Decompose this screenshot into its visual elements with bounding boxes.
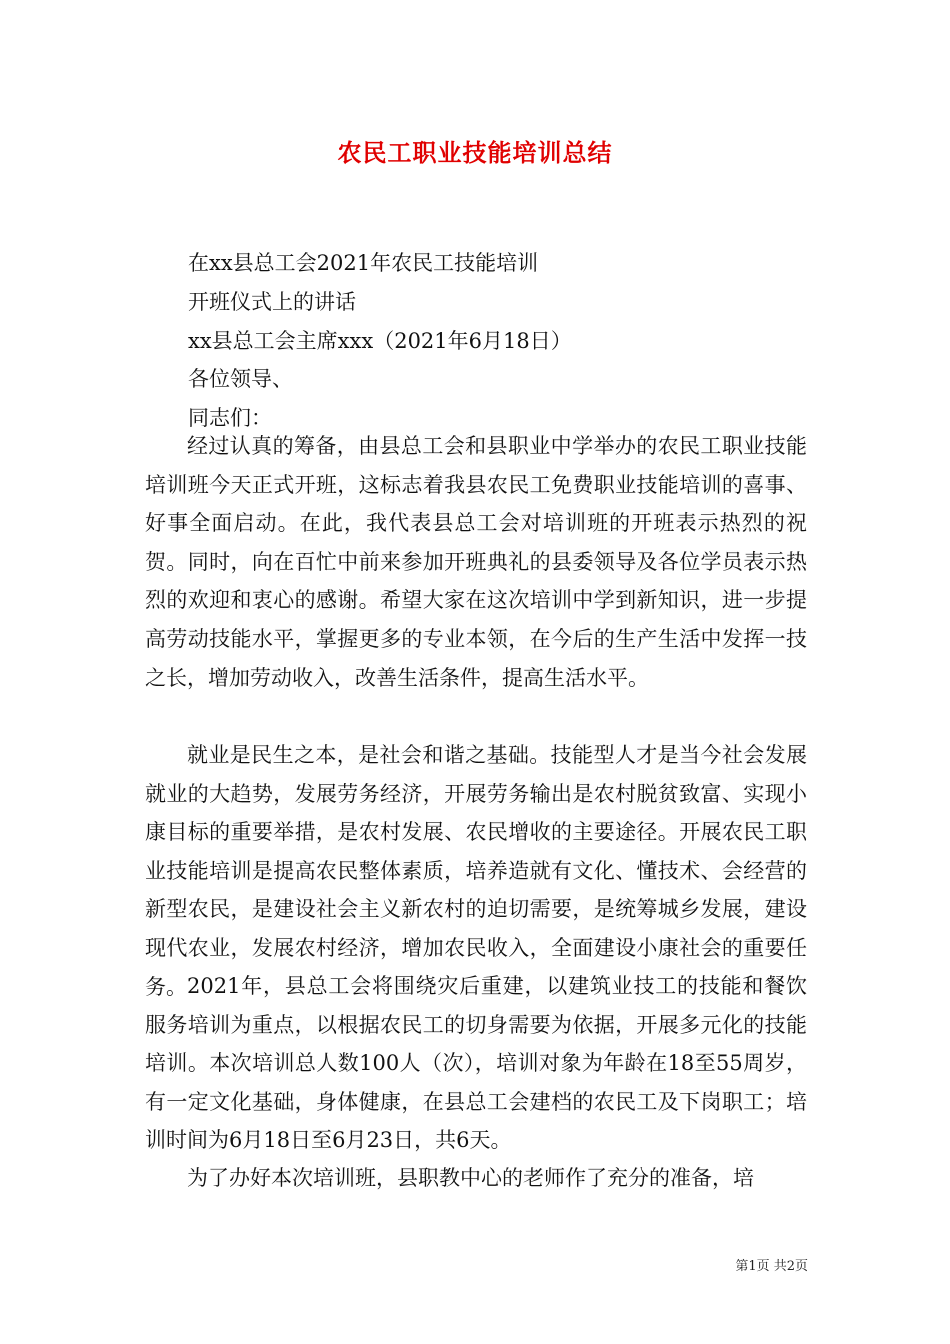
document-title: 农民工职业技能培训总结 <box>337 138 613 167</box>
body-paragraph: 经过认真的筹备，由县总工会和县职业中学举办的农民工职业技能培训班今天正式开班，这标志着我县农民工免费职业技能培训的喜事、好事全面启动。在此，我代表县总工会对培训班的开班表示热烈的祝贺。同时，向在百忙中前来参加开班典礼的县委领导及各位学员表示热烈的欢迎和衷心的感谢。希望大家在这次培训中学到新知识，进一步提高劳动技能水平，掌握更多的专业本领，在今后的生产生活中发挥一技之长，增加劳动收入，改善生活条件，提高生活水平。 <box>145 434 807 690</box>
speaker-line: xx县总工会主席xxx（2021年6月18日） <box>188 329 572 353</box>
body-paragraph: 2021年，县总工会将围绕灾后重建，以建筑业技工的技能和餐饮服务培训为重点，以根据农民工的切身需要为依据，开展多元化的技能培训。本次培训总人数100人（次），培训对象为年龄在18至55周岁，有一定文化基础，身体健康，在县总工会建档的农民工及下岗职工；培训时间为6月18日至6月23日，共6天。 <box>145 974 807 1153</box>
body-paragraph: 为了办好本次培训班，县职教中心的老师作了充分的准备，培 <box>187 1166 754 1190</box>
salutation-line-1: 各位领导、 <box>188 367 293 391</box>
speech-occasion-line: 在xx县总工会2021年农民工技能培训 <box>188 251 539 275</box>
body-paragraph: 就业是民生之本，是社会和谐之基础。技能型人才是当今社会发展就业的大趋势，发展劳务经济，开展劳务输出是农村脱贫致富、实现小康目标的重要举措，是农村发展、农民增收的主要途径。开展农民工职业技能培训是提高农民整体素质，培养造就有文化、懂技术、会经营的新型农民，是建设社会主义新农村的迫切需要，是统筹城乡发展，建设现代农业，发展农村经济，增加农民收入，全面建设小康社会的重要任务。 <box>145 743 807 999</box>
page-number: 第1页 共2页 <box>735 1259 808 1274</box>
salutation-line-2: 同志们： <box>188 406 272 430</box>
speech-subtitle-line: 开班仪式上的讲话 <box>188 290 356 314</box>
